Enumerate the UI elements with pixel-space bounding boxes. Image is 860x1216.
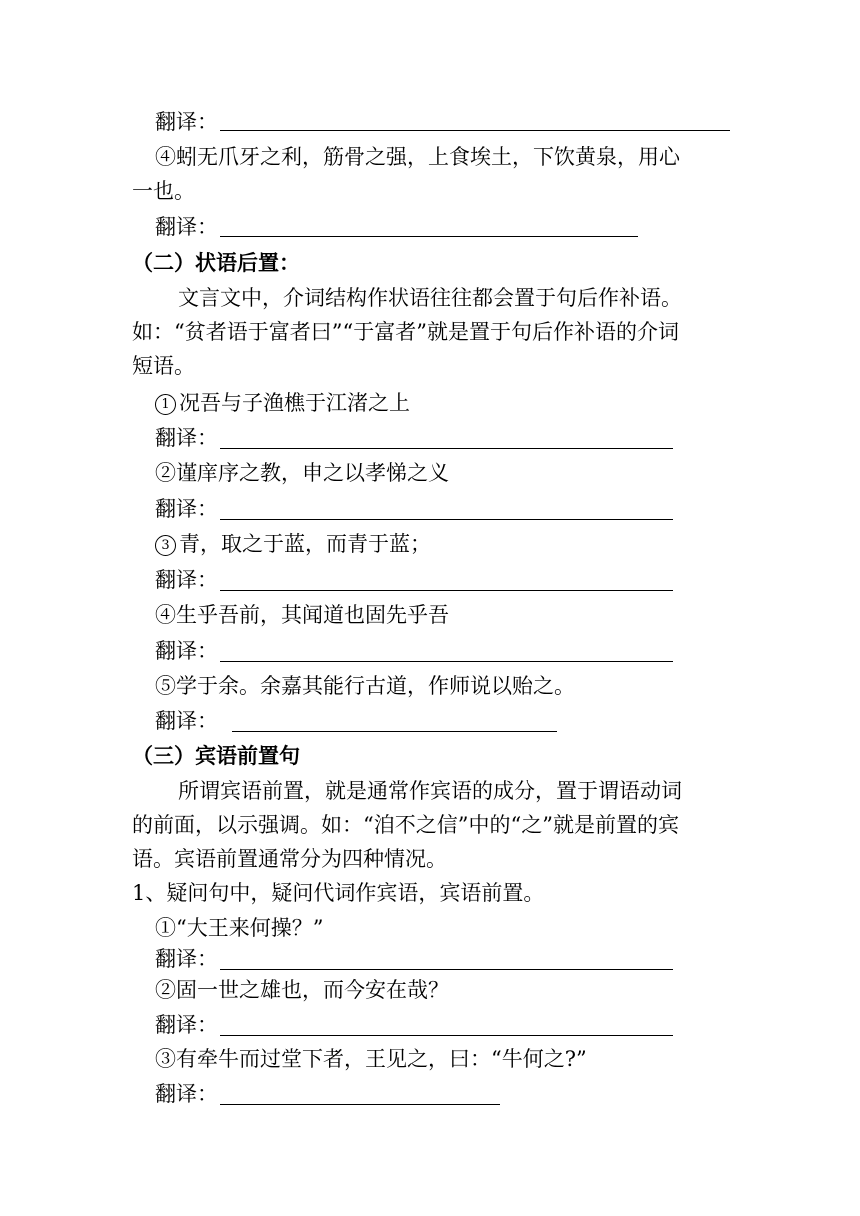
example-text: 况吾与子渔樵于江渚之上 xyxy=(179,391,410,415)
translate-label: 翻译： xyxy=(155,1013,218,1037)
example-sentence-cont: 一也。 xyxy=(132,179,195,203)
translate-label: 翻译： xyxy=(155,497,218,521)
translate-label: 翻译： xyxy=(155,215,218,239)
example-sentence: ③有牵牛而过堂下者，王见之，曰：“牛何之?” xyxy=(155,1047,587,1071)
example-sentence: ⑤学于余。余嘉其能行古道，作师说以贻之。 xyxy=(155,674,575,698)
example-sentence xyxy=(155,389,410,417)
answer-blank[interactable] xyxy=(220,130,730,131)
answer-blank[interactable] xyxy=(220,448,673,449)
example-text: 青，取之于蓝，而青于蓝； xyxy=(179,532,431,556)
answer-blank[interactable] xyxy=(220,1035,673,1036)
translate-label: 翻译： xyxy=(155,110,218,134)
circled-number: 1 xyxy=(155,394,176,415)
answer-blank[interactable] xyxy=(232,731,557,732)
section-intro: 如：“贫者语于富者曰”“于富者”就是置于句后作补语的介词 xyxy=(132,320,679,344)
section-heading-adverbial: （二）状语后置： xyxy=(132,250,300,275)
translate-label: 翻译： xyxy=(155,568,218,592)
example-sentence: ④生乎吾前，其闻道也固先乎吾 xyxy=(155,603,449,627)
translate-label: 翻译： xyxy=(155,426,218,450)
answer-blank[interactable] xyxy=(220,1104,500,1105)
section-intro: 文言文中，介词结构作状语往往都会置于句后作补语。 xyxy=(178,286,682,310)
section-intro: 的前面，以示强调。如：“洎不之信”中的“之”就是前置的宾 xyxy=(132,813,679,837)
example-sentence: ①“大王来何操？” xyxy=(155,916,324,940)
example-sentence: ②固一世之雄也，而今安在哉？ xyxy=(155,978,449,1002)
section-intro: 短语。 xyxy=(132,354,195,378)
sub-heading: 1、疑问句中，疑问代词作宾语，宾语前置。 xyxy=(132,881,545,905)
section-intro: 语。宾语前置通常分为四种情况。 xyxy=(132,847,447,871)
translate-label: 翻译： xyxy=(155,709,218,733)
translate-label: 翻译： xyxy=(155,1082,218,1106)
example-sentence xyxy=(155,530,431,558)
section-heading-object: （三）宾语前置句 xyxy=(132,743,300,768)
example-sentence: ②谨庠序之教，申之以孝悌之义 xyxy=(155,461,449,485)
answer-blank[interactable] xyxy=(220,969,673,970)
answer-blank[interactable] xyxy=(220,590,673,591)
translate-label: 翻译： xyxy=(155,947,218,971)
section-intro: 所谓宾语前置，就是通常作宾语的成分，置于谓语动词 xyxy=(178,779,682,803)
answer-blank[interactable] xyxy=(220,236,638,237)
example-sentence: ④蚓无爪牙之利，筋骨之强，上食埃土，下饮黄泉，用心 xyxy=(155,145,680,169)
answer-blank[interactable] xyxy=(220,519,673,520)
translate-label: 翻译： xyxy=(155,639,218,663)
answer-blank[interactable] xyxy=(220,661,673,662)
circled-number: 3 xyxy=(155,535,176,556)
